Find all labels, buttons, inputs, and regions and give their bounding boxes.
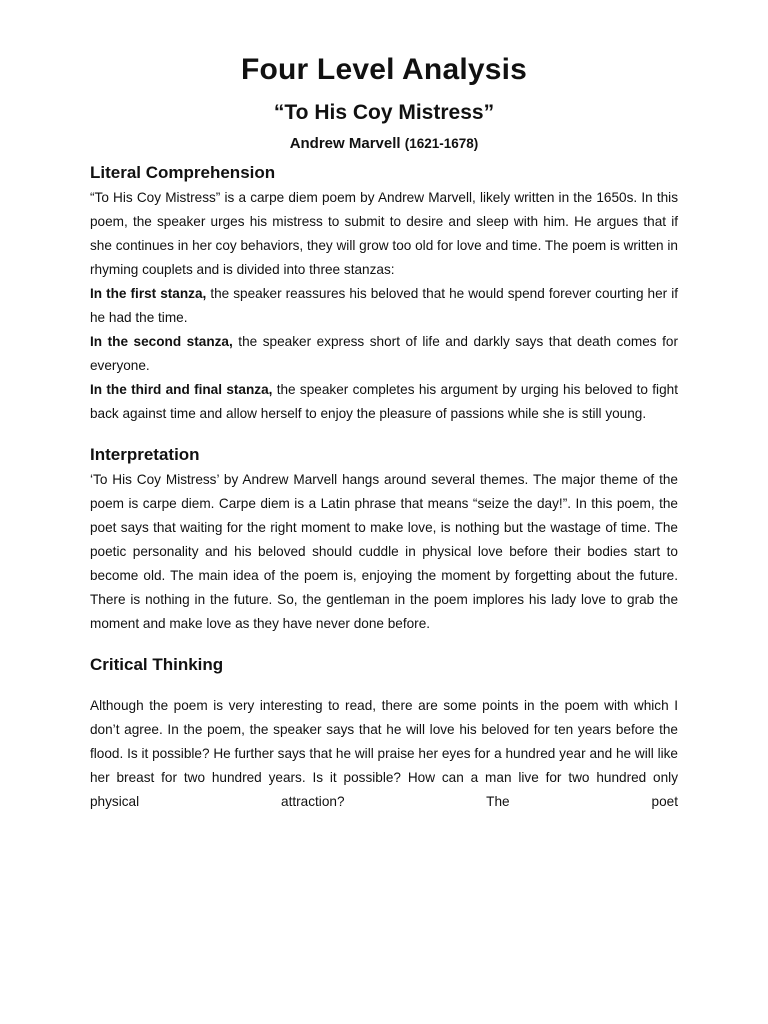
- section-heading-literal: Literal Comprehension: [90, 163, 276, 182]
- stanza-1-lead: In the first stanza,: [90, 286, 207, 301]
- section-critical-thinking: [90, 652, 678, 814]
- interpretation-text: ‘To His Coy Mistress’ by Andrew Marvell hangs around several themes. The major theme of the poem is carpe diem. Carpe diem is a Latin phrase that means “seize the day!”. In this poem, the poet says that waiting for the right moment to make love, is nothing but the wastage of time. The poetic personality and his beloved should cuddle in physical love before their bodies start to become old. The main idea of the poem is, enjoying the moment by forgetting about the future. There is nothing in the future. So, the gentleman in the poem implores his lady love to grab the moment and make love as they have never done before.: [90, 472, 678, 631]
- section-interpretation: [90, 442, 678, 636]
- stanza-2-text: the speaker express short of life and darkly says that death comes for everyone.: [90, 334, 678, 373]
- stanza-2-lead: In the second stanza,: [90, 334, 233, 349]
- stanza-1-text: the speaker reassures his beloved that he would spend forever courting her if he had the time.: [90, 286, 678, 325]
- stanza-3-text: the speaker completes his argument by urging his beloved to fight back against time and allow herself to enjoy the pleasure of passions while she is still young.: [90, 382, 678, 421]
- document-page: [90, 50, 678, 814]
- author-line: [90, 132, 678, 156]
- stanza-3-lead: In the third and final stanza,: [90, 382, 273, 397]
- section-literal-comprehension: [90, 160, 678, 426]
- section-heading-critical: Critical Thinking: [90, 655, 224, 674]
- stanza-1-description: [90, 282, 678, 330]
- section-heading-interpretation: Interpretation: [90, 445, 200, 464]
- poem-title: “To His Coy Mistress”: [273, 101, 495, 124]
- literal-intro: “To His Coy Mistress” is a carpe diem poem by Andrew Marvell, likely written in the 1650s. In this poem, the speaker urges his mistress to submit to desire and sleep with him. He argues that if she continues in her coy behaviors, they will grow too old for love and time. The poem is written in rhyming couplets and is divided into three stanzas:: [90, 190, 678, 277]
- author-years: (1621-1678): [404, 136, 479, 151]
- stanza-3-description: [90, 378, 678, 426]
- author-name: Andrew Marvell: [289, 135, 401, 152]
- critical-text: Although the poem is very interesting to read, there are some points in the poem with which I don’t agree. In the poem, the speaker says that he will love his beloved for ten years before the flood. Is it possible? He further says that he will praise her eyes for a hundred year and he will like her breast for two hundred years. Is it possible? How can a man live for two hundred only physical attraction? The poet: [90, 698, 678, 809]
- document-title: Four Level Analysis: [240, 53, 528, 86]
- stanza-2-description: [90, 330, 678, 378]
